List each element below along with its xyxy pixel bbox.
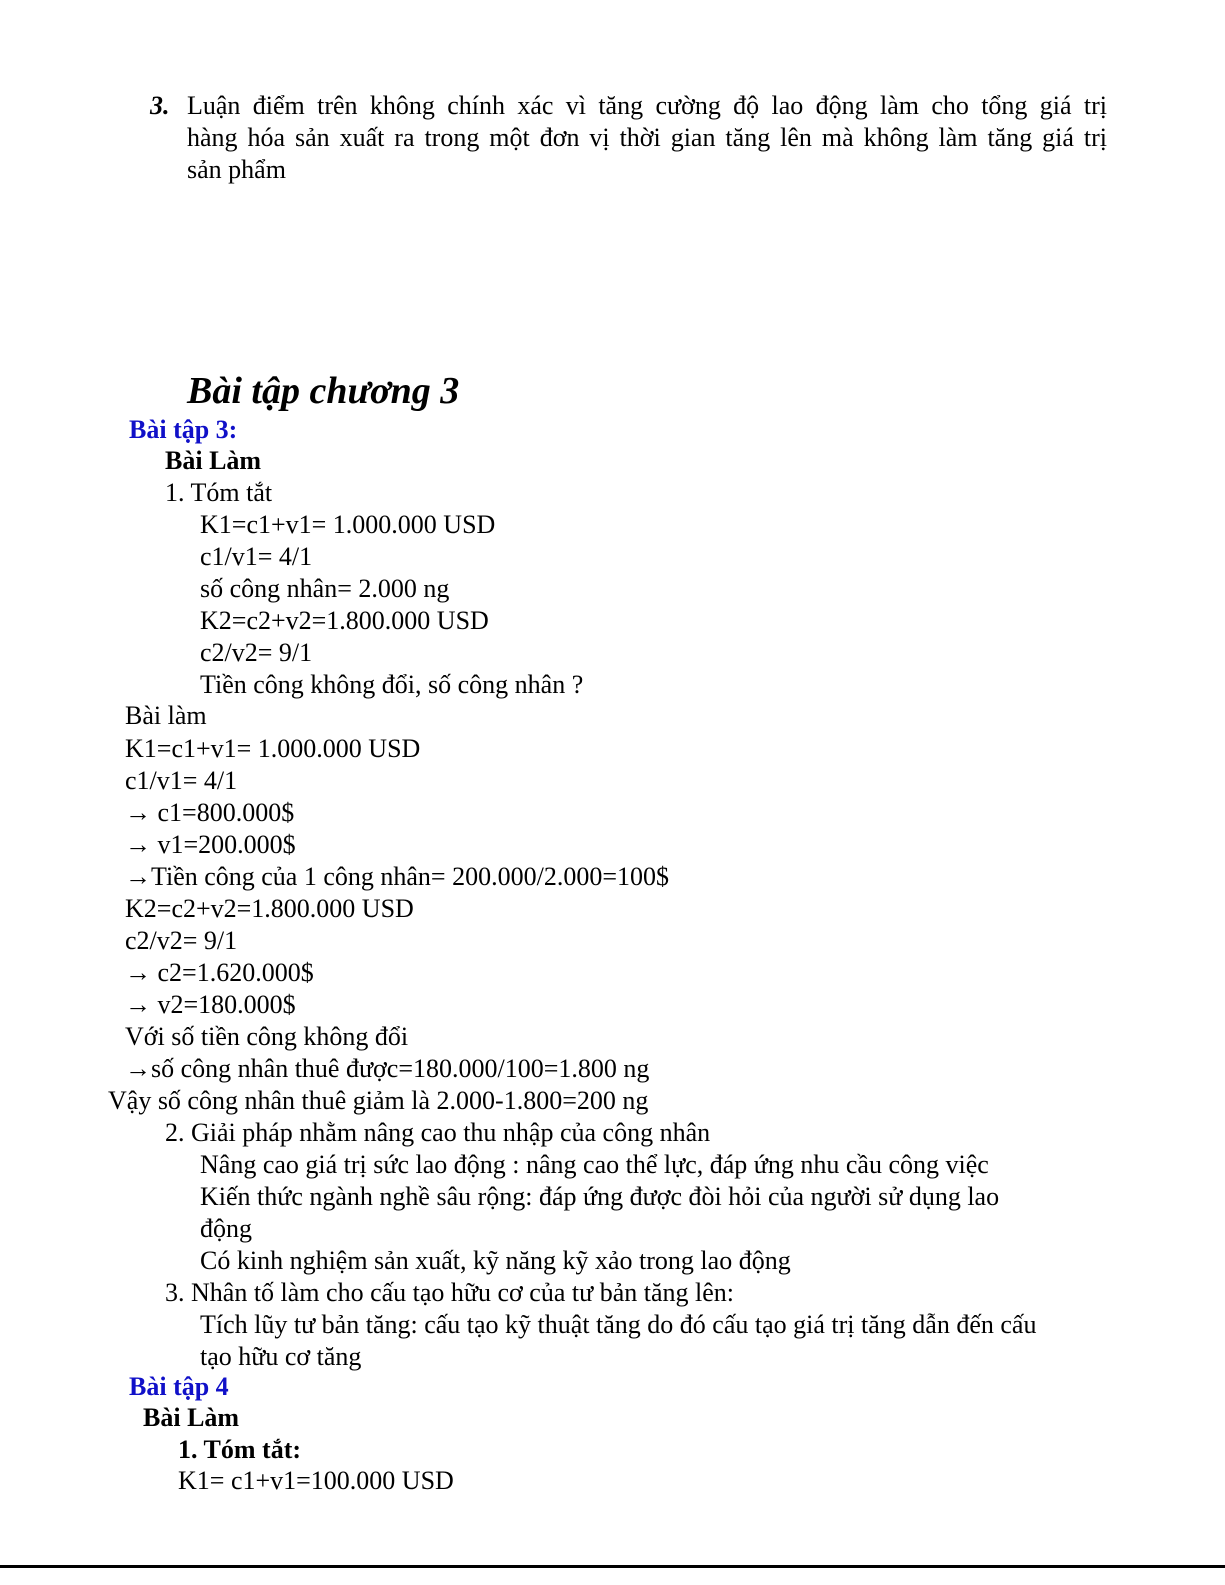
- solution-line: c2/v2= 9/1: [125, 926, 238, 955]
- solution-line: K1=c1+v1= 1.000.000 USD: [125, 734, 421, 763]
- exercise-4-summary-line: K1= c1+v1=100.000 USD: [178, 1466, 454, 1495]
- item-3-line: Tích lũy tư bản tăng: cấu tạo kỹ thuật tăng do đó cấu tạo giá trị tăng dẫn đến cấu: [200, 1310, 1037, 1339]
- item-2-line: Kiến thức ngành nghề sâu rộng: đáp ứng được đòi hỏi của người sử dụng lao: [200, 1182, 1000, 1211]
- solution-line: Với số tiền công không đổi: [125, 1022, 409, 1051]
- item-2-line: động: [200, 1214, 252, 1243]
- exercise-3-subheading: Bài Làm: [165, 446, 262, 475]
- summary-line: c2/v2= 9/1: [200, 638, 313, 667]
- solution-line: →Tiền công của 1 công nhân= 200.000/2.000=100$: [125, 862, 669, 891]
- summary-line: Tiền công không đổi, số công nhân ?: [200, 670, 584, 699]
- exercise-4-heading: Bài tập 4: [129, 1372, 229, 1401]
- intro-line: hàng hóa sản xuất ra trong một đơn vị thời gian tăng lên mà không làm tăng giá trị: [187, 123, 1107, 152]
- solution-line: → c1=800.000$: [125, 798, 295, 827]
- intro-number: 3.: [150, 91, 170, 120]
- summary-line: số công nhân= 2.000 ng: [200, 574, 450, 603]
- solution-line: →số công nhân thuê được=180.000/100=1.800 ng: [125, 1054, 650, 1083]
- summary-line: K1=c1+v1= 1.000.000 USD: [200, 510, 496, 539]
- solution-line: → c2=1.620.000$: [125, 958, 314, 987]
- page-bottom-rule: [0, 1565, 1225, 1568]
- item-3-title: 3. Nhân tố làm cho cấu tạo hữu cơ của tư bản tăng lên:: [165, 1278, 734, 1307]
- exercise-4-subheading: Bài Làm: [143, 1403, 240, 1432]
- solution-line: → v1=200.000$: [125, 830, 296, 859]
- conclusion-line: Vậy số công nhân thuê giảm là 2.000-1.800=200 ng: [108, 1086, 649, 1115]
- item-2-line: Có kinh nghiệm sản xuất, kỹ năng kỹ xảo trong lao động: [200, 1246, 791, 1275]
- exercise-4-summary-title: 1. Tóm tắt:: [178, 1435, 302, 1464]
- chapter-title: Bài tập chương 3: [187, 370, 460, 412]
- item-2-title: 2. Giải pháp nhằm nâng cao thu nhập của công nhân: [165, 1118, 711, 1147]
- solution-line: c1/v1= 4/1: [125, 766, 238, 795]
- solution-line: → v2=180.000$: [125, 990, 296, 1019]
- item-3-line: tạo hữu cơ tăng: [200, 1342, 362, 1371]
- solution-line: K2=c2+v2=1.800.000 USD: [125, 894, 414, 923]
- item-2-line: Nâng cao giá trị sức lao động : nâng cao thể lực, đáp ứng nhu cầu công việc: [200, 1150, 989, 1179]
- intro-line: sản phẩm: [187, 155, 286, 184]
- summary-line: K2=c2+v2=1.800.000 USD: [200, 606, 489, 635]
- summary-title: 1. Tóm tắt: [165, 478, 273, 507]
- solution-label: Bài làm: [125, 701, 207, 730]
- summary-line: c1/v1= 4/1: [200, 542, 313, 571]
- intro-paragraph: [187, 90, 1107, 186]
- intro-line: Luận điểm trên không chính xác vì tăng cường độ lao động làm cho tổng giá trị: [187, 91, 1107, 120]
- exercise-3-heading: Bài tập 3:: [129, 415, 238, 444]
